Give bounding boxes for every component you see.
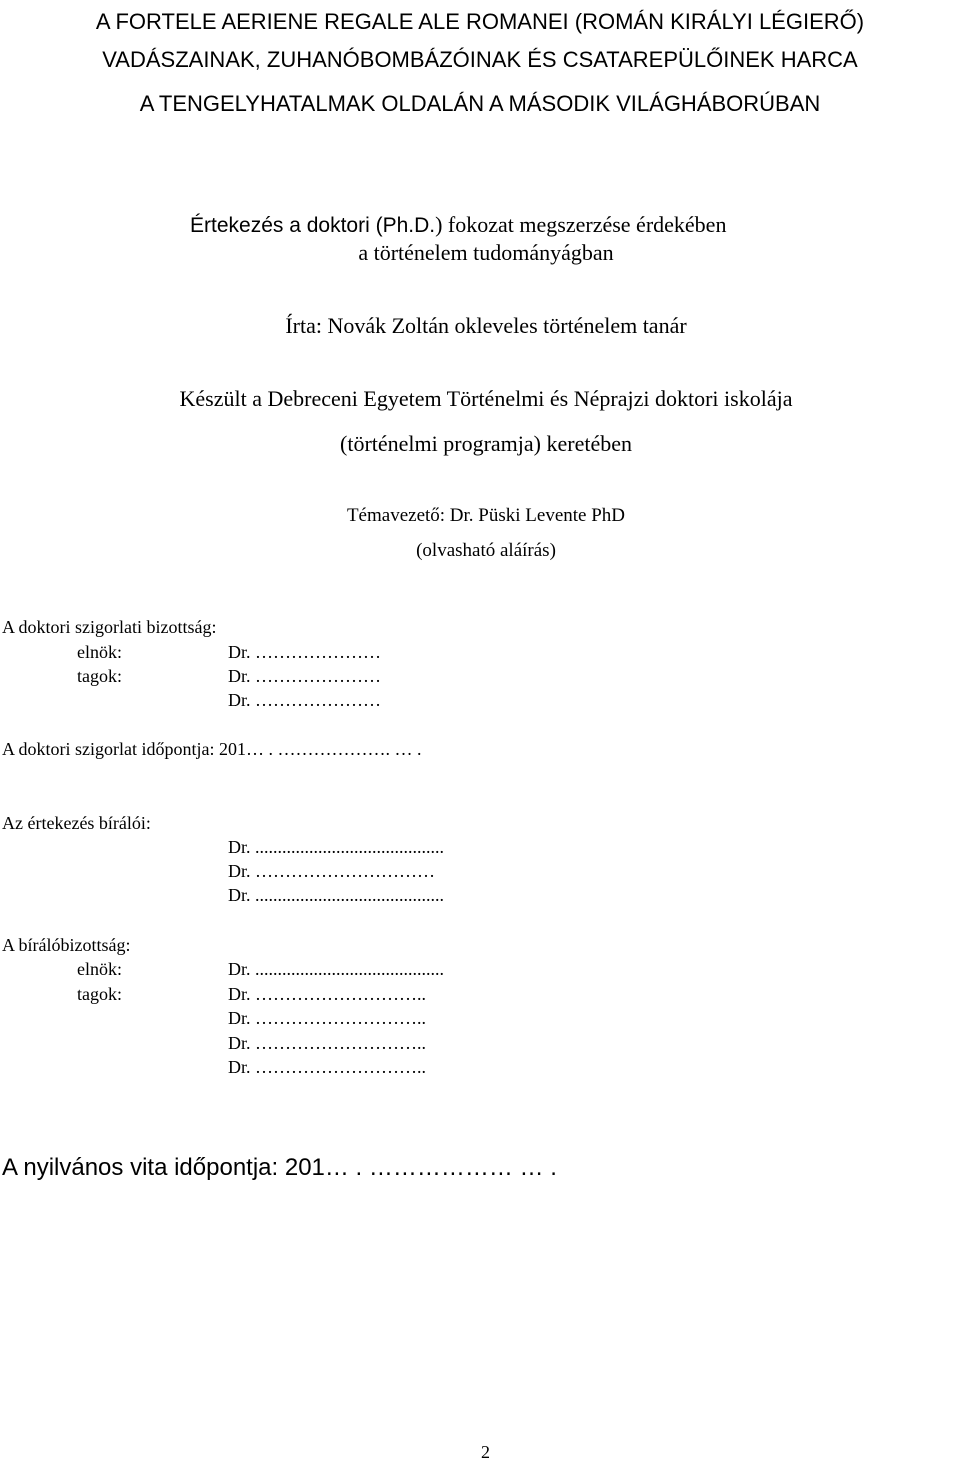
- review-member-3: Dr. ………………………..: [228, 1033, 426, 1053]
- dissertation-line-1: [182, 198, 726, 236]
- exam-chair-value: Dr. …………………: [228, 642, 381, 662]
- review-members-label: tagok:: [77, 984, 122, 1004]
- reviewer-2: Dr. …………………………: [228, 861, 435, 881]
- review-committee-heading: A bírálóbizottság:: [2, 935, 131, 955]
- author-line: Írta: Novák Zoltán okleveles történelem tanár: [285, 313, 687, 338]
- exam-date: A doktori szigorlat időpontja: 201… . ………………. … .: [2, 739, 422, 759]
- exam-member-1: Dr. …………………: [228, 666, 381, 686]
- page-number: 2: [481, 1442, 490, 1462]
- review-member-1: Dr. ………………………..: [228, 984, 426, 1004]
- dissertation-line-2: a történelem tudományágban: [358, 240, 614, 265]
- dissertation-suffix: ) fokozat megszerzése érdekében: [435, 212, 727, 237]
- exam-committee-heading: A doktori szigorlati bizottság:: [2, 617, 217, 637]
- signature-note: (olvasható aláírás): [416, 540, 556, 561]
- review-chair-value: Dr. ..........................................: [228, 959, 444, 979]
- reviewers-heading: Az értekezés bírálói:: [2, 813, 151, 833]
- exam-member-2: Dr. …………………: [228, 690, 381, 710]
- title-line-2: VADÁSZAINAK, ZUHANÓBOMBÁZÓINAK ÉS CSATAREPÜLŐINEK HARCA: [102, 47, 858, 72]
- title-line-3: A TENGELYHATALMAK OLDALÁN A MÁSODIK VILÁGHÁBORÚBAN: [139, 91, 821, 116]
- supervisor-line: Témavezető: Dr. Püski Levente PhD: [346, 505, 626, 526]
- institution-line-2: (történelmi programja) keretében: [340, 431, 632, 456]
- reviewer-1: Dr. ..........................................: [228, 837, 444, 857]
- review-member-2: Dr. ………………………..: [228, 1008, 426, 1028]
- exam-members-label: tagok:: [77, 666, 122, 686]
- dissertation-prefix: Értekezés a doktori (Ph.D.: [190, 214, 436, 237]
- institution-line-1: Készült a Debreceni Egyetem Történelmi és Néprajzi doktori iskolája: [179, 386, 793, 411]
- reviewer-3: Dr. ..........................................: [228, 885, 444, 905]
- review-chair-label: elnök:: [77, 959, 122, 979]
- public-defense-date: A nyilvános vita időpontja: 201… . ……………… … .: [2, 1154, 557, 1181]
- exam-chair-label: elnök:: [77, 642, 122, 662]
- review-member-4: Dr. ………………………..: [228, 1057, 426, 1077]
- title-line-1: A FORTELE AERIENE REGALE ALE ROMANEI (ROMÁN KIRÁLYI LÉGIERŐ): [95, 9, 865, 34]
